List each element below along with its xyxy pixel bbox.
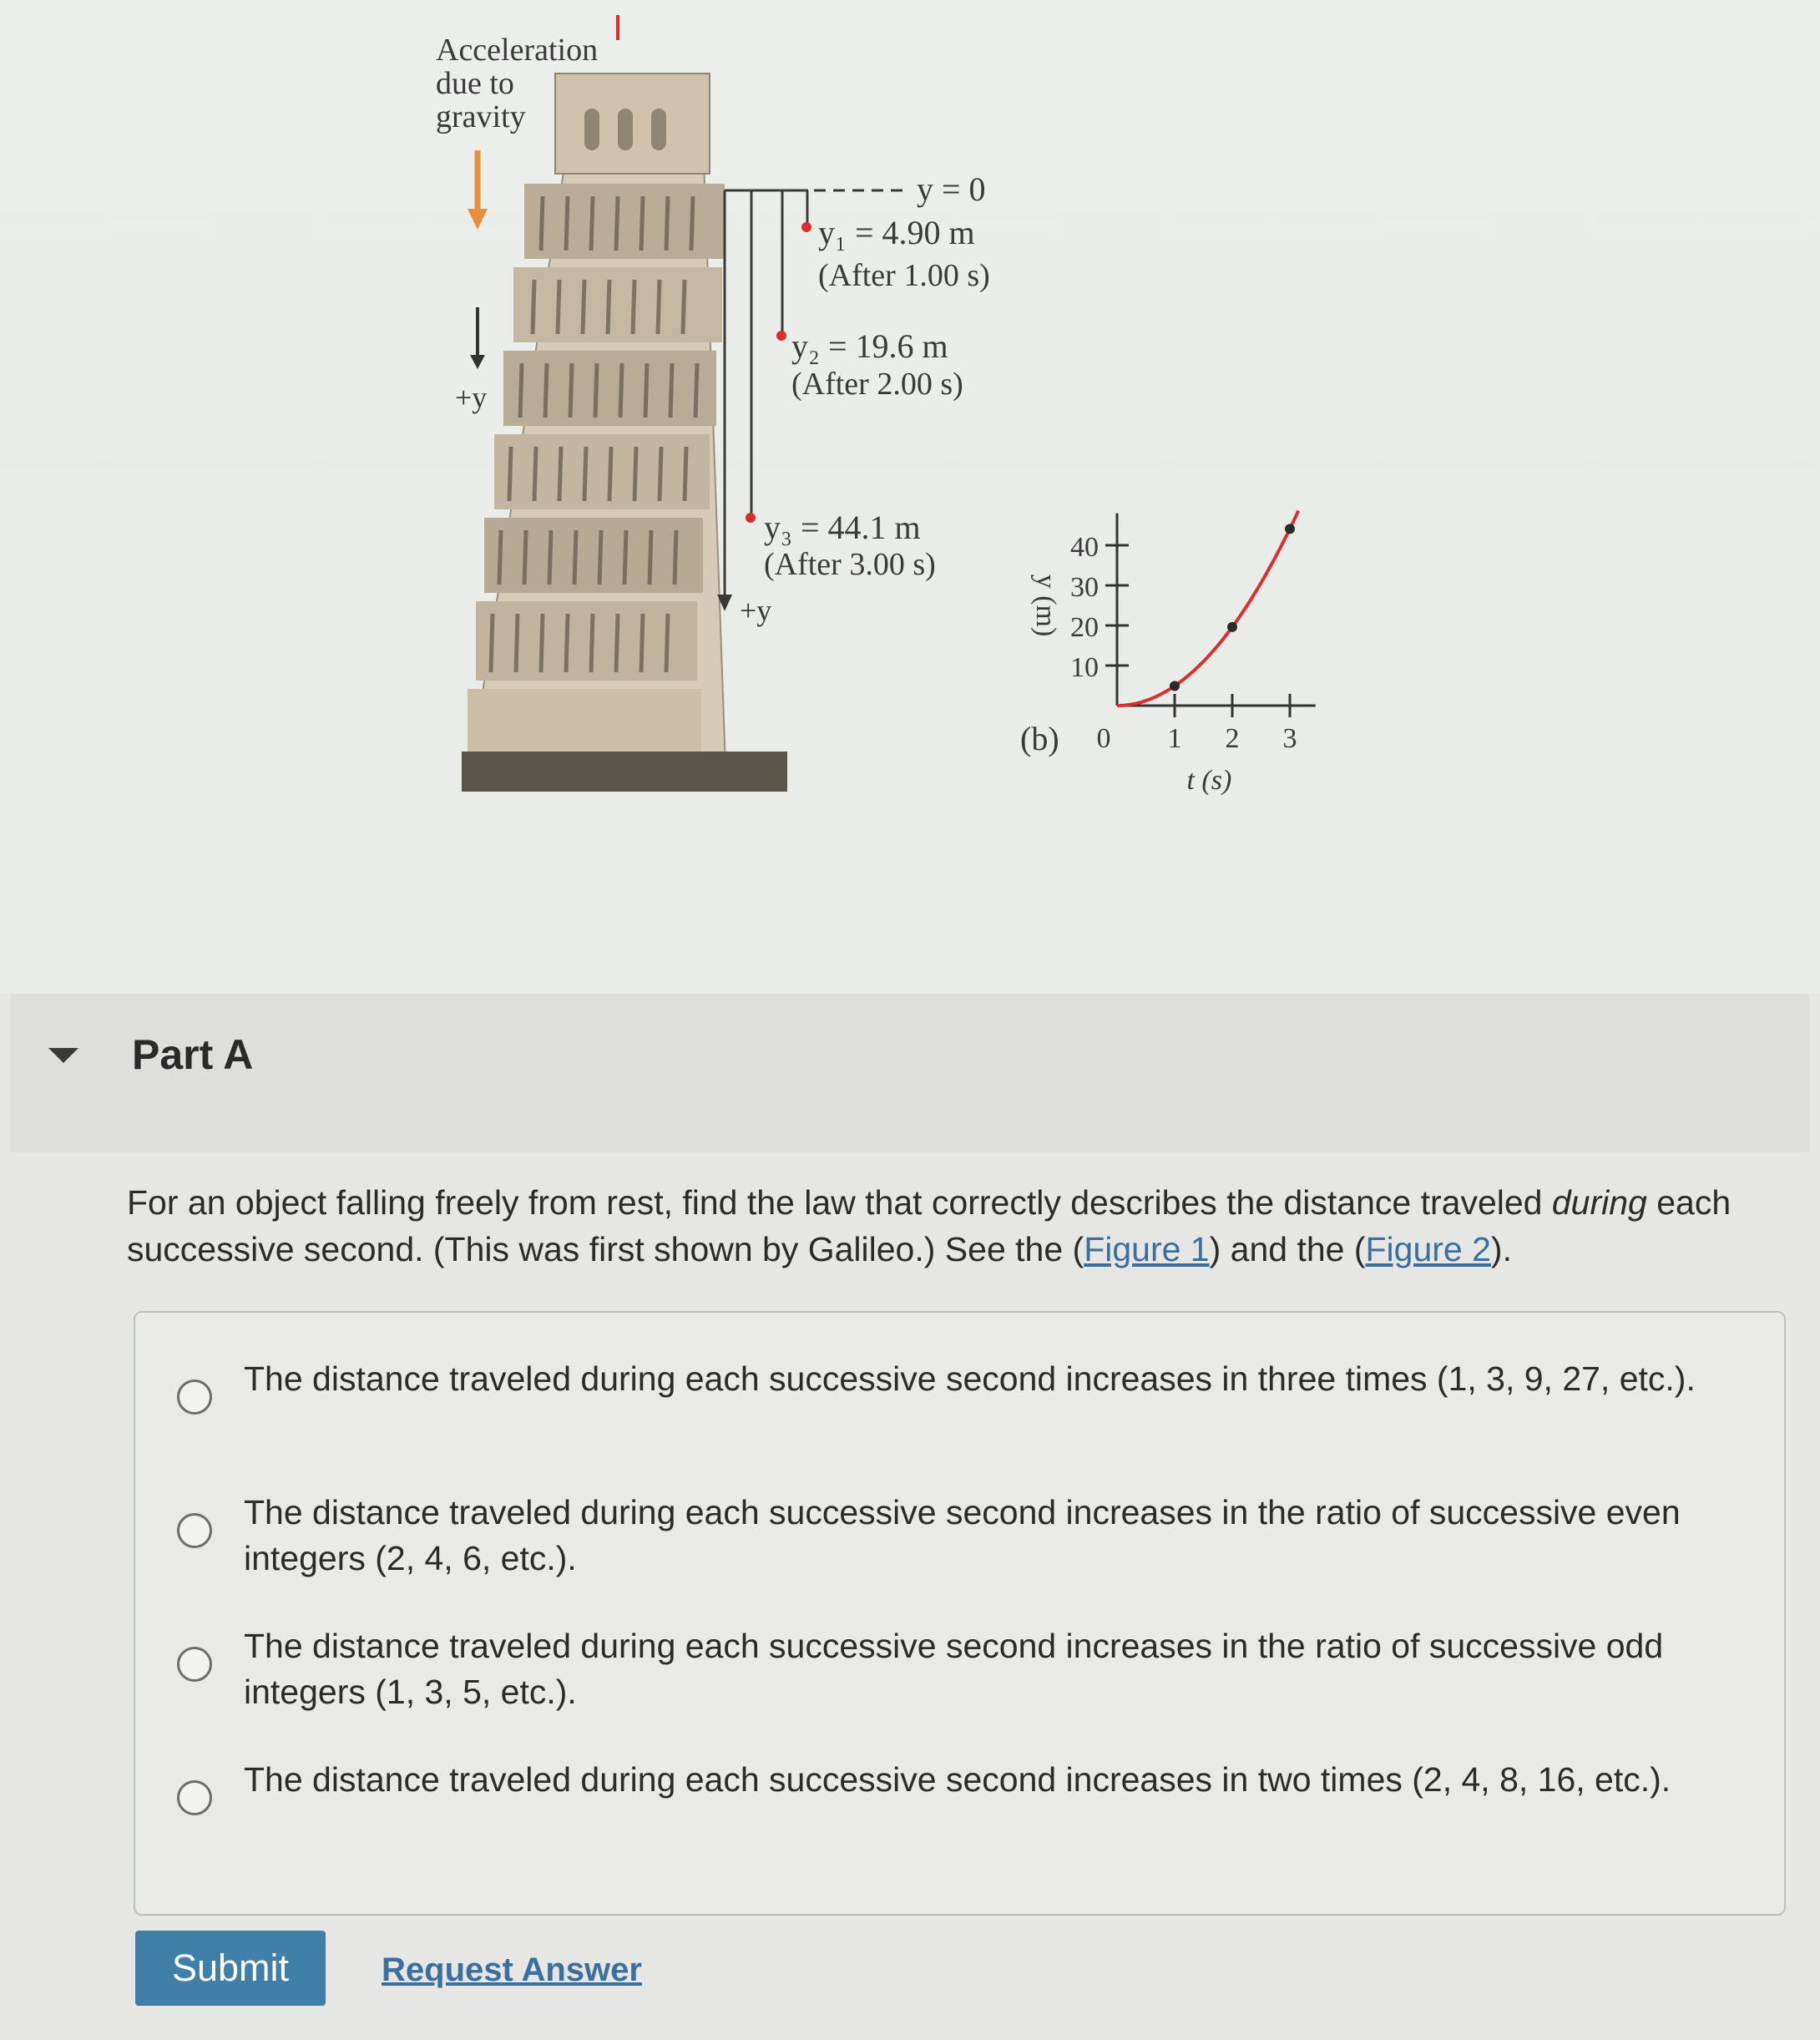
part-header[interactable]	[10, 994, 1809, 1152]
question-text	[127, 1179, 1788, 1273]
tower-illustration	[462, 73, 787, 792]
tower-figure	[0, 0, 1820, 994]
question-between: ) and the (	[1209, 1230, 1366, 1268]
x-tick-label: 1	[1167, 723, 1182, 754]
y-tick-label: 40	[1070, 532, 1099, 563]
y-tick-label: 10	[1070, 652, 1099, 683]
figure-area	[0, 0, 1820, 994]
acceleration-label-1: Acceleration	[436, 33, 599, 68]
data-point	[1170, 681, 1180, 691]
graph-caption: (b)	[1020, 720, 1059, 757]
radio-button-2[interactable]	[177, 1513, 212, 1548]
figure-1-link[interactable]: Figure 1	[1084, 1230, 1210, 1268]
collapse-caret-icon[interactable]	[48, 1048, 78, 1063]
question-start: For an object falling freely from rest, find the law that correctly describes the distance traveled	[127, 1183, 1552, 1222]
submit-button[interactable]: Submit	[135, 1931, 326, 2006]
choice-text-4: The distance traveled during each successive second increases in two times (2, 4, 8, 16, etc.).	[244, 1760, 1671, 1799]
radio-button-3[interactable]	[177, 1647, 212, 1682]
y-tick-label: 20	[1070, 612, 1099, 643]
y1-label: y₁ = 4.90 m	[818, 214, 975, 251]
x-tick-label: 0	[1096, 723, 1111, 754]
y-axis-label: y (m)	[1030, 574, 1061, 637]
data-point	[1227, 622, 1237, 632]
x-tick-label: 3	[1282, 723, 1297, 754]
figure-2-link[interactable]: Figure 2	[1365, 1230, 1491, 1268]
choice-text-3: The distance traveled during each successive second increases in the ratio of successive odd integers (1, 3, 5, etc.).	[244, 1627, 1664, 1711]
question-emphasis: during	[1551, 1183, 1647, 1222]
choice-text-2: The distance traveled during each successive second increases in the ratio of successive even integers (2, 4, 6, etc.).	[244, 1493, 1681, 1577]
y0-label: y = 0	[917, 170, 986, 208]
part-title: Part A	[132, 1031, 254, 1078]
data-point	[1285, 524, 1295, 534]
y2-time: (After 2.00 s)	[791, 367, 963, 402]
y-tick-label: 30	[1070, 572, 1099, 603]
y3-time: (After 3.00 s)	[764, 547, 936, 582]
acceleration-label-3: gravity	[436, 99, 526, 134]
radio-button-1[interactable]	[177, 1379, 212, 1415]
y3-label: y₃ = 44.1 m	[764, 509, 921, 546]
y2-label: y₂ = 19.6 m	[791, 327, 948, 365]
answer-choices	[134, 1311, 1786, 1916]
acceleration-label-2: due to	[436, 66, 514, 101]
request-answer-link[interactable]: Request Answer	[382, 1951, 642, 1988]
question-end: ).	[1490, 1230, 1512, 1268]
plus-y-bottom-label: +y	[740, 594, 772, 627]
choice-text-1: The distance traveled during each successive second increases in three times (1, 3, 9, 27, etc.).	[244, 1359, 1696, 1398]
position-time-graph	[1030, 511, 1316, 796]
x-axis-label: t (s)	[1186, 765, 1232, 796]
plus-y-label: +y	[455, 381, 488, 414]
plus-y-arrow-icon	[470, 307, 485, 369]
x-tick-label: 2	[1225, 723, 1240, 754]
series-line	[1117, 511, 1298, 706]
gravity-arrow-icon	[468, 150, 488, 230]
radio-button-4[interactable]	[177, 1780, 212, 1815]
y1-time: (After 1.00 s)	[818, 258, 990, 293]
question-mid: each successive second. (This was first shown by Galileo.) See the (	[127, 1183, 1732, 1268]
